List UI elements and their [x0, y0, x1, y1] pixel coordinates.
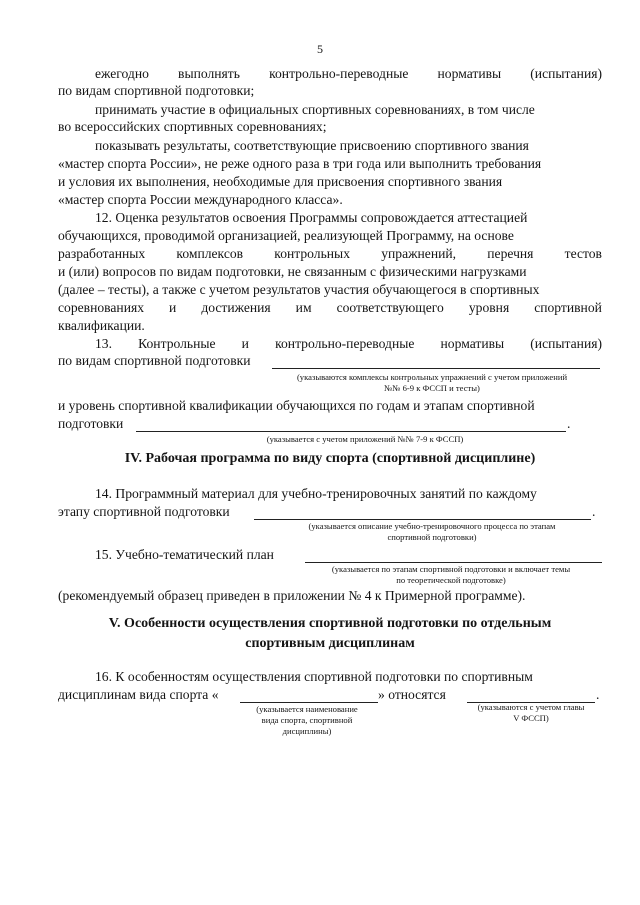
word: соответствующего [336, 300, 444, 315]
section-heading: спортивным дисциплинам [245, 636, 415, 651]
field-note: вида спорта, спортивной [261, 715, 353, 725]
word: и [241, 336, 249, 351]
word: выполнять [178, 66, 240, 81]
text-line: подготовки [58, 416, 124, 431]
text-line: этапу спортивной подготовки [58, 504, 230, 519]
word: спортивной [534, 300, 602, 315]
field-note: (указывается с учетом приложений №№ 7-9 к ФССП) [266, 434, 464, 444]
text-line: принимать участие в официальных спортивных соревнованиях, в том числе [95, 102, 535, 117]
text-line: и (или) вопросов по видам подготовки, не связанным с физическими нагрузками [58, 264, 527, 279]
page-number: 5 [317, 42, 323, 56]
word: 13. [95, 336, 112, 351]
section-heading: V. Особенности осуществления спортивной подготовки по отдельным [108, 616, 552, 631]
text-line: «мастер спорта России международного класса». [58, 192, 343, 207]
field-note: по теоретической подготовке) [396, 575, 506, 585]
text-line: и уровень спортивной квалификации обучающихся по годам и этапам спортивной [58, 398, 535, 413]
text-line: 15. Учебно-тематический план [95, 547, 274, 562]
text-line [58, 300, 602, 316]
field-note: дисциплины) [282, 726, 332, 736]
fill-in-line [136, 431, 566, 432]
text-line: 16. К особенностям осуществления спортивной подготовки по спортивным [95, 669, 533, 684]
field-note: спортивной подготовки) [387, 532, 477, 542]
word: тестов [564, 246, 602, 261]
field-note: (указывается по этапам спортивной подготовки и включает темы [331, 564, 571, 574]
fill-in-line [240, 702, 378, 703]
word: контрольных [274, 246, 350, 261]
fill-in-line [272, 368, 600, 369]
punctuation: . [567, 416, 571, 431]
word: ежегодно [95, 66, 149, 81]
field-note: (указываются комплексы контрольных упражнений с учетом приложений [296, 372, 568, 382]
word: контрольно-переводные [275, 336, 415, 351]
text-line: квалификации. [58, 318, 145, 333]
word: Контрольные [138, 336, 216, 351]
field-note: (указывается описание учебно-тренировочного процесса по этапам [308, 521, 556, 531]
punctuation: . [592, 504, 596, 519]
field-note: №№ 6-9 к ФССП и тесты) [384, 383, 480, 393]
word: им [295, 300, 312, 315]
fill-in-line [254, 519, 591, 520]
text-line [95, 66, 602, 82]
word: соревнованиях [58, 300, 145, 315]
punctuation: . [596, 687, 600, 702]
word: разработанных [58, 246, 146, 261]
fill-in-line [305, 562, 602, 563]
word: нормативы [437, 66, 502, 81]
text-line: » относятся [378, 687, 446, 702]
field-note: (указывается наименование [256, 704, 358, 714]
text-line: по видам спортивной подготовки [58, 353, 251, 368]
text-line [58, 246, 602, 262]
field-note: V ФССП) [513, 713, 549, 723]
word: нормативы [440, 336, 505, 351]
word: контрольно-переводные [269, 66, 409, 81]
text-line: (рекомендуемый образец приведен в приложении № 4 к Примерной программе). [58, 588, 526, 603]
word: перечня [487, 246, 534, 261]
section-heading: IV. Рабочая программа по виду спорта (спортивной дисциплине) [124, 451, 536, 466]
text-line: 12. Оценка результатов освоения Программы сопровождается аттестацией [95, 210, 528, 225]
word: комплексов [176, 246, 244, 261]
text-line: обучающихся, проводимой организацией, реализующей Программу, на основе [58, 228, 514, 243]
word: (испытания) [530, 66, 602, 81]
text-line: (далее – тесты), а также с учетом результатов участия обучающегося в спортивных [58, 282, 540, 297]
text-line: показывать результаты, соответствующие присвоению спортивного звания [95, 138, 529, 153]
text-line: по видам спортивной подготовки; [58, 83, 255, 98]
word: упражнений, [381, 246, 457, 261]
text-line [95, 336, 602, 352]
text-line: 14. Программный материал для учебно-тренировочных занятий по каждому [95, 486, 537, 501]
text-line: дисциплинам вида спорта « [58, 687, 219, 702]
word: уровня [468, 300, 510, 315]
word: (испытания) [530, 336, 602, 351]
text-line: и условия их выполнения, необходимые для присвоения спортивного звания [58, 174, 503, 189]
word: и [169, 300, 177, 315]
text-line: «мастер спорта России», не реже одного раза в три года или выполнить требования [58, 156, 542, 171]
field-note: (указываются с учетом главы [477, 702, 585, 712]
text-line: во всероссийских спортивных соревнованиях; [58, 119, 327, 134]
word: достижения [201, 300, 271, 315]
